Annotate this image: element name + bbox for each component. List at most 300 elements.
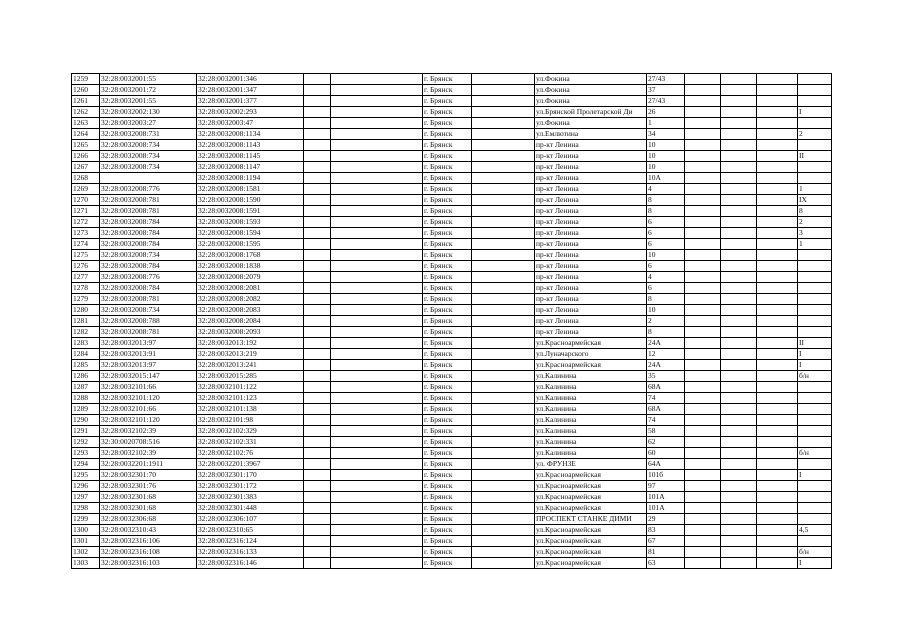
cell-col-12 xyxy=(757,470,798,481)
cell-street: ул.Фокина xyxy=(535,85,647,96)
cell-col-5 xyxy=(331,305,423,316)
table-row xyxy=(72,492,832,503)
cell-col-7 xyxy=(472,536,535,547)
cell-city: г. Брянск xyxy=(423,536,472,547)
cell-row-number: 1260 xyxy=(72,85,100,96)
cell-col-10 xyxy=(685,426,721,437)
cell-col-7 xyxy=(472,327,535,338)
cell-col-7 xyxy=(472,547,535,558)
cell-city: г. Брянск xyxy=(423,305,472,316)
cell-col-11 xyxy=(721,261,757,272)
cell-col-12 xyxy=(757,459,798,470)
cell-col-12 xyxy=(757,305,798,316)
cell-parcel-cadastral-number: 32:28:0032001:55 xyxy=(100,74,197,85)
cell-house-number: 68А xyxy=(647,382,685,393)
registry-table xyxy=(71,73,832,569)
cell-col-7 xyxy=(472,162,535,173)
cell-parcel-cadastral-number: 32:28:0032101:66 xyxy=(100,404,197,415)
cell-premises-number xyxy=(798,96,832,107)
cell-row-number: 1281 xyxy=(72,316,100,327)
cell-city: г. Брянск xyxy=(423,151,472,162)
cell-col-7 xyxy=(472,415,535,426)
cell-col-11 xyxy=(721,503,757,514)
cell-house-number: 26 xyxy=(647,107,685,118)
cell-col-12 xyxy=(757,129,798,140)
cell-house-number: 8 xyxy=(647,294,685,305)
cell-col-4 xyxy=(304,184,331,195)
cell-col-10 xyxy=(685,547,721,558)
table-row xyxy=(72,74,832,85)
cell-col-7 xyxy=(472,250,535,261)
cell-premises-number: б/н xyxy=(798,448,832,459)
cell-col-12 xyxy=(757,162,798,173)
cell-col-4 xyxy=(304,228,331,239)
cell-col-7 xyxy=(472,426,535,437)
cell-col-7 xyxy=(472,96,535,107)
cell-premises-number: I xyxy=(798,107,832,118)
cell-street: пр-кт Ленина xyxy=(535,272,647,283)
cell-city: г. Брянск xyxy=(423,382,472,393)
cell-col-7 xyxy=(472,184,535,195)
cell-house-number: 6 xyxy=(647,283,685,294)
cell-object-cadastral-number: 32:28:0032013:241 xyxy=(197,360,304,371)
cell-house-number: 68А xyxy=(647,404,685,415)
cell-col-10 xyxy=(685,151,721,162)
cell-col-4 xyxy=(304,96,331,107)
cell-col-5 xyxy=(331,437,423,448)
cell-col-7 xyxy=(472,481,535,492)
cell-object-cadastral-number: 32:28:0032008:1134 xyxy=(197,129,304,140)
cell-parcel-cadastral-number: 32:28:0032008:781 xyxy=(100,327,197,338)
cell-col-5 xyxy=(331,74,423,85)
cell-col-11 xyxy=(721,217,757,228)
cell-premises-number xyxy=(798,503,832,514)
cell-house-number: 8 xyxy=(647,327,685,338)
cell-col-4 xyxy=(304,470,331,481)
cell-row-number: 1302 xyxy=(72,547,100,558)
cell-col-7 xyxy=(472,305,535,316)
cell-premises-number: 3 xyxy=(798,228,832,239)
cell-col-12 xyxy=(757,525,798,536)
cell-object-cadastral-number: 32:28:0032015:285 xyxy=(197,371,304,382)
cell-col-12 xyxy=(757,118,798,129)
cell-premises-number: II xyxy=(798,338,832,349)
cell-street: ул.Красноармейская xyxy=(535,481,647,492)
table-row xyxy=(72,228,832,239)
cell-col-5 xyxy=(331,217,423,228)
cell-col-12 xyxy=(757,547,798,558)
cell-city: г. Брянск xyxy=(423,547,472,558)
cell-col-12 xyxy=(757,316,798,327)
cell-col-7 xyxy=(472,294,535,305)
cell-city: г. Брянск xyxy=(423,404,472,415)
cell-object-cadastral-number: 32:28:0032008:1143 xyxy=(197,140,304,151)
cell-col-5 xyxy=(331,118,423,129)
cell-parcel-cadastral-number: 32:28:0032316:108 xyxy=(100,547,197,558)
cell-col-4 xyxy=(304,338,331,349)
cell-street: ул.Красноармейская xyxy=(535,547,647,558)
cell-city: г. Брянск xyxy=(423,195,472,206)
cell-house-number: 35 xyxy=(647,371,685,382)
table-row xyxy=(72,349,832,360)
cell-col-4 xyxy=(304,283,331,294)
cell-premises-number xyxy=(798,162,832,173)
cell-col-11 xyxy=(721,426,757,437)
table-row xyxy=(72,481,832,492)
cell-parcel-cadastral-number: 32:28:0032101:66 xyxy=(100,382,197,393)
cell-col-7 xyxy=(472,338,535,349)
cell-premises-number xyxy=(798,382,832,393)
cell-col-5 xyxy=(331,481,423,492)
cell-row-number: 1269 xyxy=(72,184,100,195)
cell-col-11 xyxy=(721,459,757,470)
cell-street: пр-кт Ленина xyxy=(535,140,647,151)
cell-street: ул.Красноармейская xyxy=(535,492,647,503)
cell-city: г. Брянск xyxy=(423,107,472,118)
cell-col-11 xyxy=(721,239,757,250)
cell-premises-number xyxy=(798,283,832,294)
cell-col-4 xyxy=(304,536,331,547)
cell-col-10 xyxy=(685,514,721,525)
cell-parcel-cadastral-number: 32:28:0032008:781 xyxy=(100,206,197,217)
cell-city: г. Брянск xyxy=(423,525,472,536)
cell-object-cadastral-number: 32:28:0032008:2082 xyxy=(197,294,304,305)
cell-object-cadastral-number: 32:28:0032008:2084 xyxy=(197,316,304,327)
cell-house-number: 62 xyxy=(647,437,685,448)
cell-street: пр-кт Ленина xyxy=(535,261,647,272)
cell-street: ул.Фокина xyxy=(535,118,647,129)
cell-col-12 xyxy=(757,448,798,459)
cell-premises-number: I xyxy=(798,349,832,360)
cell-col-10 xyxy=(685,140,721,151)
cell-row-number: 1296 xyxy=(72,481,100,492)
cell-col-10 xyxy=(685,250,721,261)
cell-city: г. Брянск xyxy=(423,349,472,360)
cell-col-7 xyxy=(472,140,535,151)
cell-city: г. Брянск xyxy=(423,448,472,459)
cell-col-12 xyxy=(757,250,798,261)
cell-col-10 xyxy=(685,503,721,514)
cell-premises-number xyxy=(798,305,832,316)
table-row xyxy=(72,327,832,338)
cell-col-12 xyxy=(757,492,798,503)
cell-object-cadastral-number: 32:28:0032008:2079 xyxy=(197,272,304,283)
cell-col-4 xyxy=(304,393,331,404)
cell-premises-number xyxy=(798,261,832,272)
cell-house-number: 97 xyxy=(647,481,685,492)
cell-house-number: 63 xyxy=(647,558,685,569)
cell-col-5 xyxy=(331,492,423,503)
cell-col-4 xyxy=(304,206,331,217)
cell-house-number: 58 xyxy=(647,426,685,437)
cell-row-number: 1280 xyxy=(72,305,100,316)
cell-premises-number xyxy=(798,316,832,327)
cell-col-10 xyxy=(685,448,721,459)
cell-row-number: 1262 xyxy=(72,107,100,118)
cell-col-11 xyxy=(721,470,757,481)
cell-col-11 xyxy=(721,206,757,217)
cell-city: г. Брянск xyxy=(423,371,472,382)
cell-col-10 xyxy=(685,360,721,371)
table-row xyxy=(72,437,832,448)
cell-parcel-cadastral-number: 32:28:0032301:70 xyxy=(100,470,197,481)
cell-city: г. Брянск xyxy=(423,118,472,129)
registry-table-body xyxy=(72,74,832,569)
cell-premises-number xyxy=(798,393,832,404)
cell-col-11 xyxy=(721,250,757,261)
cell-col-12 xyxy=(757,481,798,492)
cell-parcel-cadastral-number: 32:28:0032008:784 xyxy=(100,283,197,294)
cell-street: ул.Красноармейская xyxy=(535,525,647,536)
cell-row-number: 1290 xyxy=(72,415,100,426)
cell-object-cadastral-number: 32:28:0032001:347 xyxy=(197,85,304,96)
cell-row-number: 1289 xyxy=(72,404,100,415)
cell-col-4 xyxy=(304,217,331,228)
cell-col-5 xyxy=(331,140,423,151)
cell-parcel-cadastral-number: 32:28:0032008:784 xyxy=(100,217,197,228)
cell-col-12 xyxy=(757,96,798,107)
cell-col-11 xyxy=(721,382,757,393)
cell-street: пр-кт Ленина xyxy=(535,217,647,228)
cell-col-12 xyxy=(757,371,798,382)
cell-row-number: 1278 xyxy=(72,283,100,294)
cell-premises-number xyxy=(798,294,832,305)
cell-col-11 xyxy=(721,118,757,129)
table-row xyxy=(72,261,832,272)
cell-col-4 xyxy=(304,74,331,85)
cell-parcel-cadastral-number: 32:28:0032008:781 xyxy=(100,294,197,305)
cell-col-11 xyxy=(721,360,757,371)
cell-premises-number: 2 xyxy=(798,217,832,228)
cell-object-cadastral-number: 32:28:0032008:1590 xyxy=(197,195,304,206)
cell-col-7 xyxy=(472,349,535,360)
cell-col-5 xyxy=(331,470,423,481)
cell-col-4 xyxy=(304,459,331,470)
cell-street: ПРОСПЕКТ СТАНКЕ ДИМИ xyxy=(535,514,647,525)
cell-col-5 xyxy=(331,393,423,404)
cell-col-4 xyxy=(304,547,331,558)
cell-house-number: 27/43 xyxy=(647,74,685,85)
cell-parcel-cadastral-number: 32:28:0032001:72 xyxy=(100,85,197,96)
cell-house-number: 4 xyxy=(647,184,685,195)
cell-col-10 xyxy=(685,195,721,206)
cell-col-4 xyxy=(304,107,331,118)
table-row xyxy=(72,239,832,250)
cell-col-4 xyxy=(304,316,331,327)
cell-col-10 xyxy=(685,481,721,492)
cell-col-4 xyxy=(304,173,331,184)
table-row xyxy=(72,184,832,195)
cell-city: г. Брянск xyxy=(423,459,472,470)
cell-street: пр-кт Ленина xyxy=(535,151,647,162)
cell-col-4 xyxy=(304,514,331,525)
cell-row-number: 1263 xyxy=(72,118,100,129)
table-row xyxy=(72,338,832,349)
cell-col-7 xyxy=(472,371,535,382)
cell-house-number: 101А xyxy=(647,503,685,514)
cell-street: ул.Красноармейская xyxy=(535,503,647,514)
table-row xyxy=(72,294,832,305)
cell-object-cadastral-number: 32:28:0032316:146 xyxy=(197,558,304,569)
cell-city: г. Брянск xyxy=(423,217,472,228)
cell-col-5 xyxy=(331,283,423,294)
cell-col-7 xyxy=(472,118,535,129)
cell-street: ул.Калинина xyxy=(535,437,647,448)
table-row xyxy=(72,272,832,283)
cell-city: г. Брянск xyxy=(423,294,472,305)
cell-col-11 xyxy=(721,536,757,547)
cell-col-7 xyxy=(472,239,535,250)
cell-col-10 xyxy=(685,558,721,569)
cell-col-7 xyxy=(472,129,535,140)
cell-object-cadastral-number: 32:28:0032301:172 xyxy=(197,481,304,492)
cell-street: ул.Калинина xyxy=(535,382,647,393)
cell-col-5 xyxy=(331,206,423,217)
cell-object-cadastral-number: 32:28:0032316:133 xyxy=(197,547,304,558)
cell-col-12 xyxy=(757,393,798,404)
cell-city: г. Брянск xyxy=(423,250,472,261)
cell-parcel-cadastral-number: 32:28:0032316:103 xyxy=(100,558,197,569)
table-row xyxy=(72,107,832,118)
cell-row-number: 1303 xyxy=(72,558,100,569)
table-row xyxy=(72,283,832,294)
cell-col-5 xyxy=(331,503,423,514)
cell-premises-number: 1 xyxy=(798,239,832,250)
cell-premises-number xyxy=(798,327,832,338)
cell-premises-number xyxy=(798,272,832,283)
cell-col-12 xyxy=(757,382,798,393)
cell-house-number: 74 xyxy=(647,393,685,404)
cell-object-cadastral-number: 32:28:0032008:1147 xyxy=(197,162,304,173)
cell-row-number: 1297 xyxy=(72,492,100,503)
table-row xyxy=(72,129,832,140)
cell-premises-number: 8 xyxy=(798,206,832,217)
cell-row-number: 1284 xyxy=(72,349,100,360)
cell-premises-number xyxy=(798,404,832,415)
cell-col-5 xyxy=(331,514,423,525)
cell-col-12 xyxy=(757,404,798,415)
cell-col-10 xyxy=(685,85,721,96)
cell-street: ул.Калинина xyxy=(535,393,647,404)
cell-object-cadastral-number: 32:28:0032102:329 xyxy=(197,426,304,437)
cell-col-7 xyxy=(472,448,535,459)
cell-col-12 xyxy=(757,338,798,349)
cell-house-number: 10 xyxy=(647,162,685,173)
cell-parcel-cadastral-number: 32:28:0032201:1911 xyxy=(100,459,197,470)
cell-object-cadastral-number: 32:28:0032002:293 xyxy=(197,107,304,118)
cell-premises-number: б/н xyxy=(798,547,832,558)
cell-col-5 xyxy=(331,316,423,327)
cell-street: пр-кт Ленина xyxy=(535,195,647,206)
cell-col-7 xyxy=(472,459,535,470)
cell-premises-number xyxy=(798,74,832,85)
cell-col-12 xyxy=(757,239,798,250)
table-row xyxy=(72,96,832,107)
cell-col-7 xyxy=(472,206,535,217)
cell-col-4 xyxy=(304,305,331,316)
cell-city: г. Брянск xyxy=(423,261,472,272)
cell-city: г. Брянск xyxy=(423,85,472,96)
cell-col-5 xyxy=(331,272,423,283)
cell-parcel-cadastral-number: 32:28:0032008:784 xyxy=(100,239,197,250)
cell-col-12 xyxy=(757,536,798,547)
cell-city: г. Брянск xyxy=(423,426,472,437)
cell-street: пр-кт Ленина xyxy=(535,305,647,316)
cell-city: г. Брянск xyxy=(423,74,472,85)
cell-col-12 xyxy=(757,261,798,272)
cell-row-number: 1279 xyxy=(72,294,100,305)
cell-street: ул. ФРУНЗЕ xyxy=(535,459,647,470)
cell-col-5 xyxy=(331,525,423,536)
cell-col-7 xyxy=(472,228,535,239)
cell-parcel-cadastral-number: 32:28:0032013:97 xyxy=(100,360,197,371)
cell-object-cadastral-number: 32:28:0032301:383 xyxy=(197,492,304,503)
cell-col-11 xyxy=(721,305,757,316)
cell-col-5 xyxy=(331,294,423,305)
cell-col-4 xyxy=(304,239,331,250)
cell-col-12 xyxy=(757,360,798,371)
cell-col-12 xyxy=(757,415,798,426)
cell-col-11 xyxy=(721,173,757,184)
table-row xyxy=(72,151,832,162)
table-row xyxy=(72,305,832,316)
cell-house-number: 2 xyxy=(647,316,685,327)
cell-parcel-cadastral-number: 32:28:0032008:731 xyxy=(100,129,197,140)
cell-col-10 xyxy=(685,371,721,382)
cell-col-12 xyxy=(757,206,798,217)
table-row xyxy=(72,547,832,558)
cell-city: г. Брянск xyxy=(423,481,472,492)
cell-city: г. Брянск xyxy=(423,206,472,217)
cell-house-number: 1 xyxy=(647,118,685,129)
cell-col-4 xyxy=(304,492,331,503)
cell-house-number: 10 xyxy=(647,151,685,162)
cell-city: г. Брянск xyxy=(423,470,472,481)
cell-city: г. Брянск xyxy=(423,360,472,371)
cell-col-11 xyxy=(721,195,757,206)
table-row xyxy=(72,206,832,217)
cell-row-number: 1267 xyxy=(72,162,100,173)
cell-col-7 xyxy=(472,195,535,206)
table-row xyxy=(72,85,832,96)
cell-col-11 xyxy=(721,547,757,558)
cell-street: ул.Калинина xyxy=(535,426,647,437)
cell-city: г. Брянск xyxy=(423,228,472,239)
cell-parcel-cadastral-number: 32:28:0032008:776 xyxy=(100,272,197,283)
table-row xyxy=(72,371,832,382)
cell-premises-number xyxy=(798,85,832,96)
cell-col-10 xyxy=(685,206,721,217)
cell-parcel-cadastral-number: 32:28:0032101:120 xyxy=(100,415,197,426)
cell-col-7 xyxy=(472,470,535,481)
cell-parcel-cadastral-number: 32:28:0032008:734 xyxy=(100,162,197,173)
cell-col-7 xyxy=(472,514,535,525)
cell-col-11 xyxy=(721,327,757,338)
cell-col-10 xyxy=(685,272,721,283)
cell-row-number: 1277 xyxy=(72,272,100,283)
cell-col-5 xyxy=(331,261,423,272)
cell-col-4 xyxy=(304,85,331,96)
cell-city: г. Брянск xyxy=(423,162,472,173)
cell-col-5 xyxy=(331,360,423,371)
table-row xyxy=(72,536,832,547)
cell-col-4 xyxy=(304,250,331,261)
cell-col-10 xyxy=(685,404,721,415)
cell-object-cadastral-number: 32:28:0032102:331 xyxy=(197,437,304,448)
cell-col-7 xyxy=(472,151,535,162)
cell-street: пр-кт Ленина xyxy=(535,250,647,261)
cell-col-4 xyxy=(304,448,331,459)
